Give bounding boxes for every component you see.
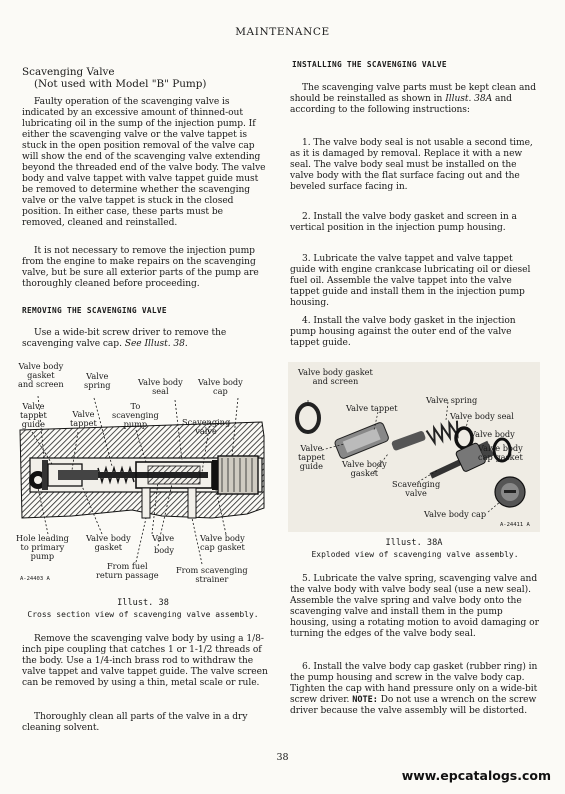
left-para-4 — [22, 634, 270, 689]
paragraph: Use a wide-bit screw driver to remove the scavenging valve cap. — [22, 328, 227, 349]
removing-subheading: REMOVING THE SCAVENGING VALVE — [22, 306, 167, 315]
fig38a-label-valve-spring: Valve spring — [426, 395, 478, 405]
paragraph-tail: and according to the following instructions: — [290, 94, 512, 115]
fig38a-label-scavenging-valve: Scavenging valve — [392, 479, 441, 498]
right-step-5 — [290, 574, 540, 640]
watermark-link[interactable]: www.epcatalogs.com — [401, 768, 551, 783]
step-2: 2. Install the valve body gasket and screen in a vertical position in the injection pump housing. — [290, 212, 517, 233]
fig38-label-scavenging-valve: Scavenging valve — [182, 417, 231, 436]
figure-38 — [12, 358, 274, 594]
fig38a-label-valve-body: Valve body — [470, 429, 515, 439]
fig38-label-valve: Valve — [152, 533, 175, 543]
right-step-4 — [290, 316, 540, 349]
paragraph: Thoroughly clean all parts of the valve in a dry cleaning solvent. — [22, 712, 248, 733]
right-step-6 — [290, 662, 540, 717]
paragraph: The scavenging valve parts must be kept clean and should be reinstalled as shown in — [290, 83, 536, 104]
left-para-2 — [22, 246, 268, 290]
left-para-1 — [22, 97, 268, 229]
fig38-label-gasket-screen: Valve body gasket and screen — [18, 361, 64, 389]
left-section-title — [22, 66, 272, 90]
fig38-label-hole-leading: Hole leading to primary pump — [16, 533, 69, 561]
fig38a-label-valve-body-seal: Valve body seal — [450, 411, 514, 421]
left-para-3 — [22, 328, 270, 350]
fig38a-caption-text: Exploded view of scavenging valve assembly. — [311, 550, 519, 559]
page-header: MAINTENANCE — [235, 26, 330, 38]
illust-reference: See Illust. 38. — [124, 339, 188, 349]
fig38-label-body: body — [154, 545, 175, 555]
fig38a-label-valve-tappet: Valve tappet — [346, 403, 398, 413]
step-5: 5. Lubricate the valve spring, scavenging valve and the valve body with valve body seal (use a new seal). Assemble the valve spring and valve body onto the scavenging valve and install them in the pump housing, using a rotating motion to avoid damaging or turning the edges of the valve body seal. — [290, 574, 539, 639]
fig38-caption-title: Illust. 38 — [117, 598, 169, 608]
right-step-1 — [290, 138, 540, 193]
paragraph: It is not necessary to remove the injection pump from the engine to make repairs on the scavenging valve, but be sure all exterior parts of the pump are thoroughly cleaned before proceeding. — [22, 246, 259, 289]
fig38-label-valve-body-gasket: Valve body gasket — [86, 533, 131, 552]
step-1: 1. The valve body seal is not usable a second time, as it is damaged by removal. Replace it with a new seal. The valve body seal must be installed on the valve body with the flat surface facing out and the beveled surface facing in. — [290, 138, 533, 192]
fig38-label-to-scavenging-pump: To scavenging pump — [112, 401, 159, 429]
fig38-label-valve-spring: Valve spring — [84, 371, 111, 390]
fig38-label-valve-tappet: Valve tappet — [70, 409, 97, 428]
fig38-label-cap-gasket: Valve body cap gasket — [200, 533, 245, 552]
section-subtitle: (Not used with Model "B" Pump) — [34, 78, 207, 90]
fig38a-caption-title: Illust. 38A — [385, 538, 443, 548]
step-3: 3. Lubricate the valve tappet and valve tappet guide with engine crankcase lubricating oil or diesel fuel oil. Assemble the valve tappet into the valve tappet guide and install them in the injection pump housing. — [290, 254, 531, 308]
illust-reference: Illust. 38A — [445, 94, 493, 104]
section-title: Scavenging Valve — [22, 66, 115, 78]
fig38a-label-tappet-guide: Valve tappet guide — [298, 443, 325, 471]
fig38-label-from-fuel-return: From fuel return passage — [96, 561, 159, 580]
installing-subheading: INSTALLING THE SCAVENGING VALVE — [292, 60, 447, 69]
fig38-label-tappet-guide: Valve tappet guide — [20, 401, 47, 429]
note-text: Do not use a wrench on the screw driver because the valve assembly will be distorted. — [290, 695, 537, 716]
figure-38a — [288, 362, 540, 532]
right-step-2 — [290, 212, 540, 234]
fig38a-label-valve-body-cap: Valve body cap — [424, 509, 487, 519]
step-4: 4. Install the valve body gasket in the injection pump housing against the outer end of the valve tappet guide. — [290, 316, 516, 348]
paragraph: Faulty operation of the scavenging valve is indicated by an excessive amount of thinned-out lubricating oil in the sump of the injection pump. If either the scavenging valve or the valve tappet is stuck in the open position removal of the valve cap will show the end of the scavenging valve extending beyond the threaded end of the valve body. The valve body and valve tappet with valve tappet guide must be removed to determine whether the scavenging valve or the valve tappet is stuck in the closed position. In either case, these parts must be removed, cleaned and reinstalled. — [22, 97, 266, 228]
right-step-3 — [290, 254, 540, 309]
fig38a-label-valve-body-gasket: Valve body gasket — [342, 459, 387, 478]
note-label: NOTE: — [352, 695, 378, 705]
fig38a-code: A-24411 A — [500, 522, 530, 528]
page-number: 38 — [276, 752, 289, 763]
fig38-label-valve-body-seal: Valve body seal — [138, 377, 183, 396]
fig38-caption-text: Cross section view of scavenging valve assembly. — [27, 610, 259, 619]
fig38-label-valve-body-cap: Valve body cap — [198, 377, 243, 396]
left-para-5 — [22, 712, 270, 734]
fig38-label-from-scavenging-strainer: From scavenging strainer — [176, 565, 248, 584]
fig38a-label-gasket-screen: Valve body gasket and screen — [298, 367, 373, 386]
fig38a-label-cap-gasket: Valve body cap gasket — [478, 443, 523, 462]
fig38-code: A-24403 A — [20, 576, 50, 582]
paragraph: Remove the scavenging valve body by using a 1/8-inch pipe coupling that catches 1 or 1-1/2 threads of the body. Use a 1/4-inch brass rod to withdraw the valve tappet and valve tappet guide. The valve screen can be removed by using a thin, metal scale or rule. — [22, 634, 268, 688]
step-6: 6. Install the valve body cap gasket (rubber ring) in the pump housing and screw in the valve body cap. Tighten the cap with hand pressure only on a wide-bit screw driver. — [290, 662, 538, 705]
right-intro — [290, 83, 540, 116]
